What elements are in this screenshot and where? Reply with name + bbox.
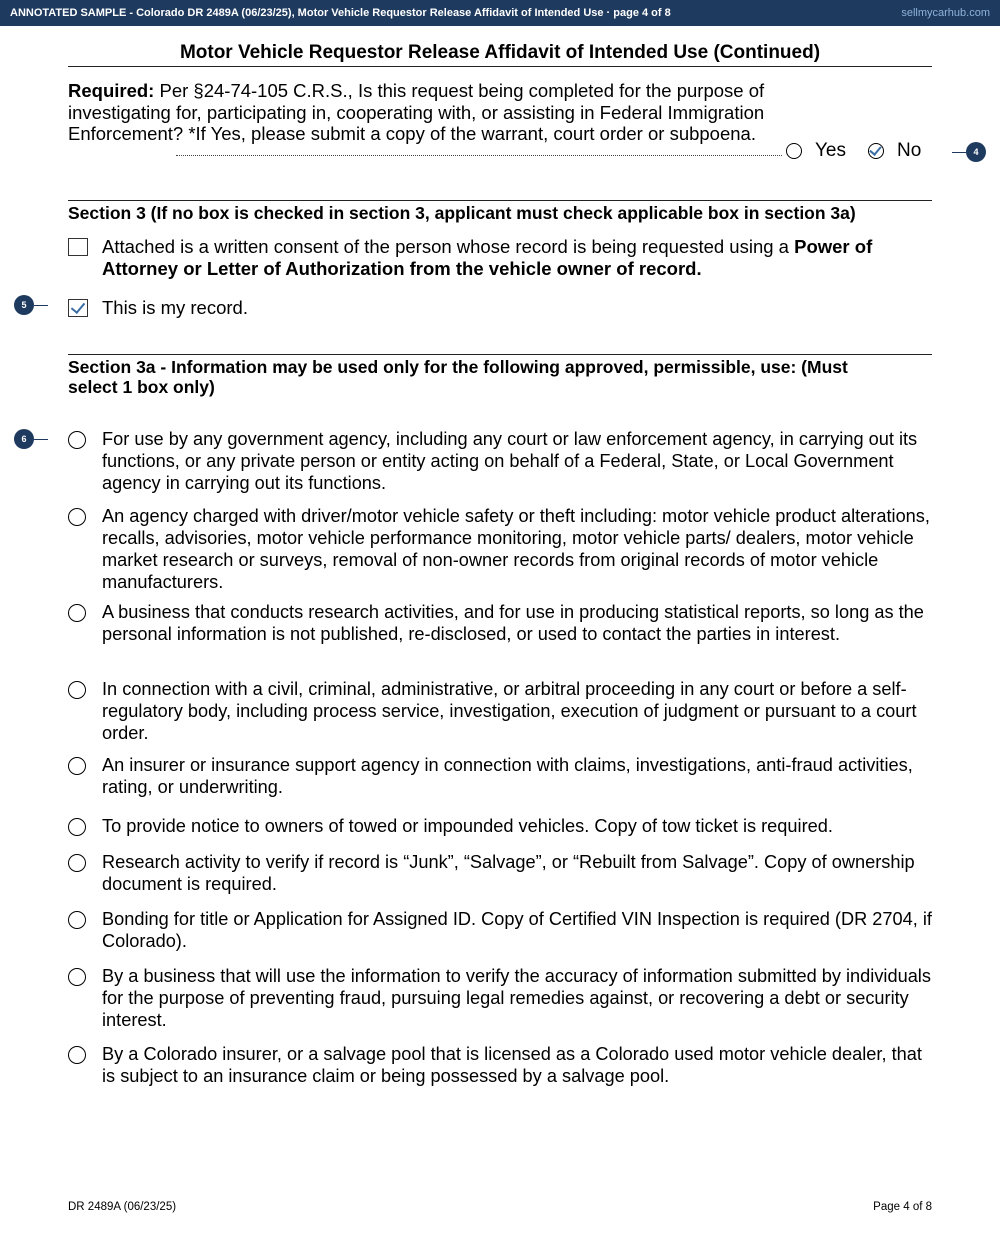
dotted-leader <box>176 155 782 156</box>
annotation-marker-5: 5 <box>14 295 34 315</box>
marker-leader <box>34 439 48 440</box>
use-option-radio[interactable] <box>68 757 86 775</box>
page-title: Motor Vehicle Requestor Release Affidavit of Intended Use (Continued) <box>179 42 821 63</box>
use-option-text: By a business that will use the information to verify the accuracy of information submitted by individuals for the purpose of preventing fraud, pursuing legal remedies against, or recovering a debt or security interest. <box>102 966 931 1030</box>
use-option-8[interactable] <box>68 908 934 952</box>
use-option-4[interactable] <box>68 678 934 744</box>
no-label: No <box>897 140 922 161</box>
use-option-radio[interactable] <box>68 1046 86 1064</box>
my-record-text: This is my record. <box>102 297 248 318</box>
footer-form-id: DR 2489A (06/23/25) <box>68 1201 177 1213</box>
use-option-text: For use by any government agency, including any court or law enforcement agency, in carrying out its functions, or any private person or entity acting on behalf of a Federal, State, or Local Government agency in carrying out its functions. <box>102 429 918 493</box>
use-option-radio[interactable] <box>68 818 86 836</box>
section-3-option-consent[interactable] <box>68 236 932 280</box>
use-option-text: Bonding for title or Application for Assigned ID. Copy of Certified VIN Inspection is required (DR 2704, if Colorado). <box>102 909 932 951</box>
use-option-radio[interactable] <box>68 604 86 622</box>
use-option-2[interactable] <box>68 505 934 593</box>
annotation-marker-4: 4 <box>966 142 986 162</box>
required-text: Per §24-74-105 C.R.S., Is this request being completed for the purpose of investigating for, participating in, cooperating with, or assisting in Federal Immigration Enforcement? *If Yes, please submit a copy of the warrant, court order or subpoena. <box>68 80 765 144</box>
use-option-3[interactable] <box>68 601 934 645</box>
use-option-text: A business that conducts research activities, and for use in producing statistical reports, so long as the personal information is not published, re-disclosed, or used to contact the parties in interest. <box>102 602 924 644</box>
yes-label: Yes <box>815 140 846 161</box>
use-option-radio[interactable] <box>68 968 86 986</box>
annotation-header <box>0 0 1000 26</box>
my-record-checkbox-checked[interactable] <box>68 299 88 317</box>
use-option-radio[interactable] <box>68 431 86 449</box>
use-option-9[interactable] <box>68 965 934 1031</box>
use-option-radio[interactable] <box>68 681 86 699</box>
use-option-1[interactable] <box>68 428 934 494</box>
use-option-text: Research activity to verify if record is “Junk”, “Salvage”, or “Rebuilt from Salvage”. Copy of ownership document is required. <box>102 852 915 894</box>
section-3a-heading: Section 3a - Information may be used only for the following approved, permissible, use: (Must select 1 box only) <box>68 357 848 397</box>
use-option-5[interactable] <box>68 754 934 798</box>
use-option-6[interactable] <box>68 815 934 837</box>
consent-text-regular: Attached is a written consent of the person whose record is being requested using a <box>102 236 795 257</box>
no-option[interactable] <box>868 140 921 162</box>
section-3-heading: Section 3 (If no box is checked in section 3, applicant must check applicable box in section 3a) <box>68 203 856 223</box>
divider <box>68 66 932 67</box>
consent-text <box>102 236 932 280</box>
use-option-radio[interactable] <box>68 854 86 872</box>
annotation-text: ANNOTATED SAMPLE - Colorado DR 2489A (06/23/25), Motor Vehicle Requestor Release Affidavit of Intended Use · page 4 of 8 <box>10 7 671 19</box>
required-label: Required: <box>68 80 155 101</box>
use-option-text: To provide notice to owners of towed or impounded vehicles. Copy of tow ticket is required. <box>102 816 833 836</box>
marker-leader <box>952 152 966 153</box>
use-option-7[interactable] <box>68 851 934 895</box>
marker-leader <box>34 305 48 306</box>
use-option-10[interactable] <box>68 1043 934 1087</box>
section-3-option-my-record[interactable] <box>68 297 932 319</box>
annotation-marker-6: 6 <box>14 429 34 449</box>
consent-text-bold: Power of Attorney or Letter of Authorization from the vehicle owner of record. <box>102 236 873 279</box>
use-option-text: An agency charged with driver/motor vehicle safety or theft including: motor vehicle product alterations, recalls, advisories, motor vehicle performance monitoring, motor vehicle parts/ dealers, motor vehicle market research or surveys, removal of non-owner records from original records of motor vehicle manufacturers. <box>102 506 930 592</box>
yes-radio[interactable] <box>786 143 802 159</box>
use-option-text: In connection with a civil, criminal, administrative, or arbitral proceeding in any court or before a self-regulatory body, including process service, investigation, execution of judgment or pursuant to a court order. <box>102 679 917 743</box>
consent-checkbox[interactable] <box>68 238 88 256</box>
footer-page-number: Page 4 of 8 <box>873 1201 932 1213</box>
yes-option[interactable] <box>786 140 846 162</box>
use-option-text: By a Colorado insurer, or a salvage pool that is licensed as a Colorado used motor vehicle dealer, that is subject to an insurance claim or being possessed by a salvage pool. <box>102 1044 922 1086</box>
use-option-radio[interactable] <box>68 508 86 526</box>
divider <box>68 200 932 201</box>
site-link[interactable]: sellmycarhub.com <box>901 7 990 19</box>
use-option-text: An insurer or insurance support agency in connection with claims, investigations, anti-fraud activities, rating, or underwriting. <box>102 755 913 797</box>
required-question <box>68 80 780 145</box>
use-option-radio[interactable] <box>68 911 86 929</box>
no-radio-checked[interactable] <box>868 143 884 159</box>
divider <box>68 354 932 355</box>
